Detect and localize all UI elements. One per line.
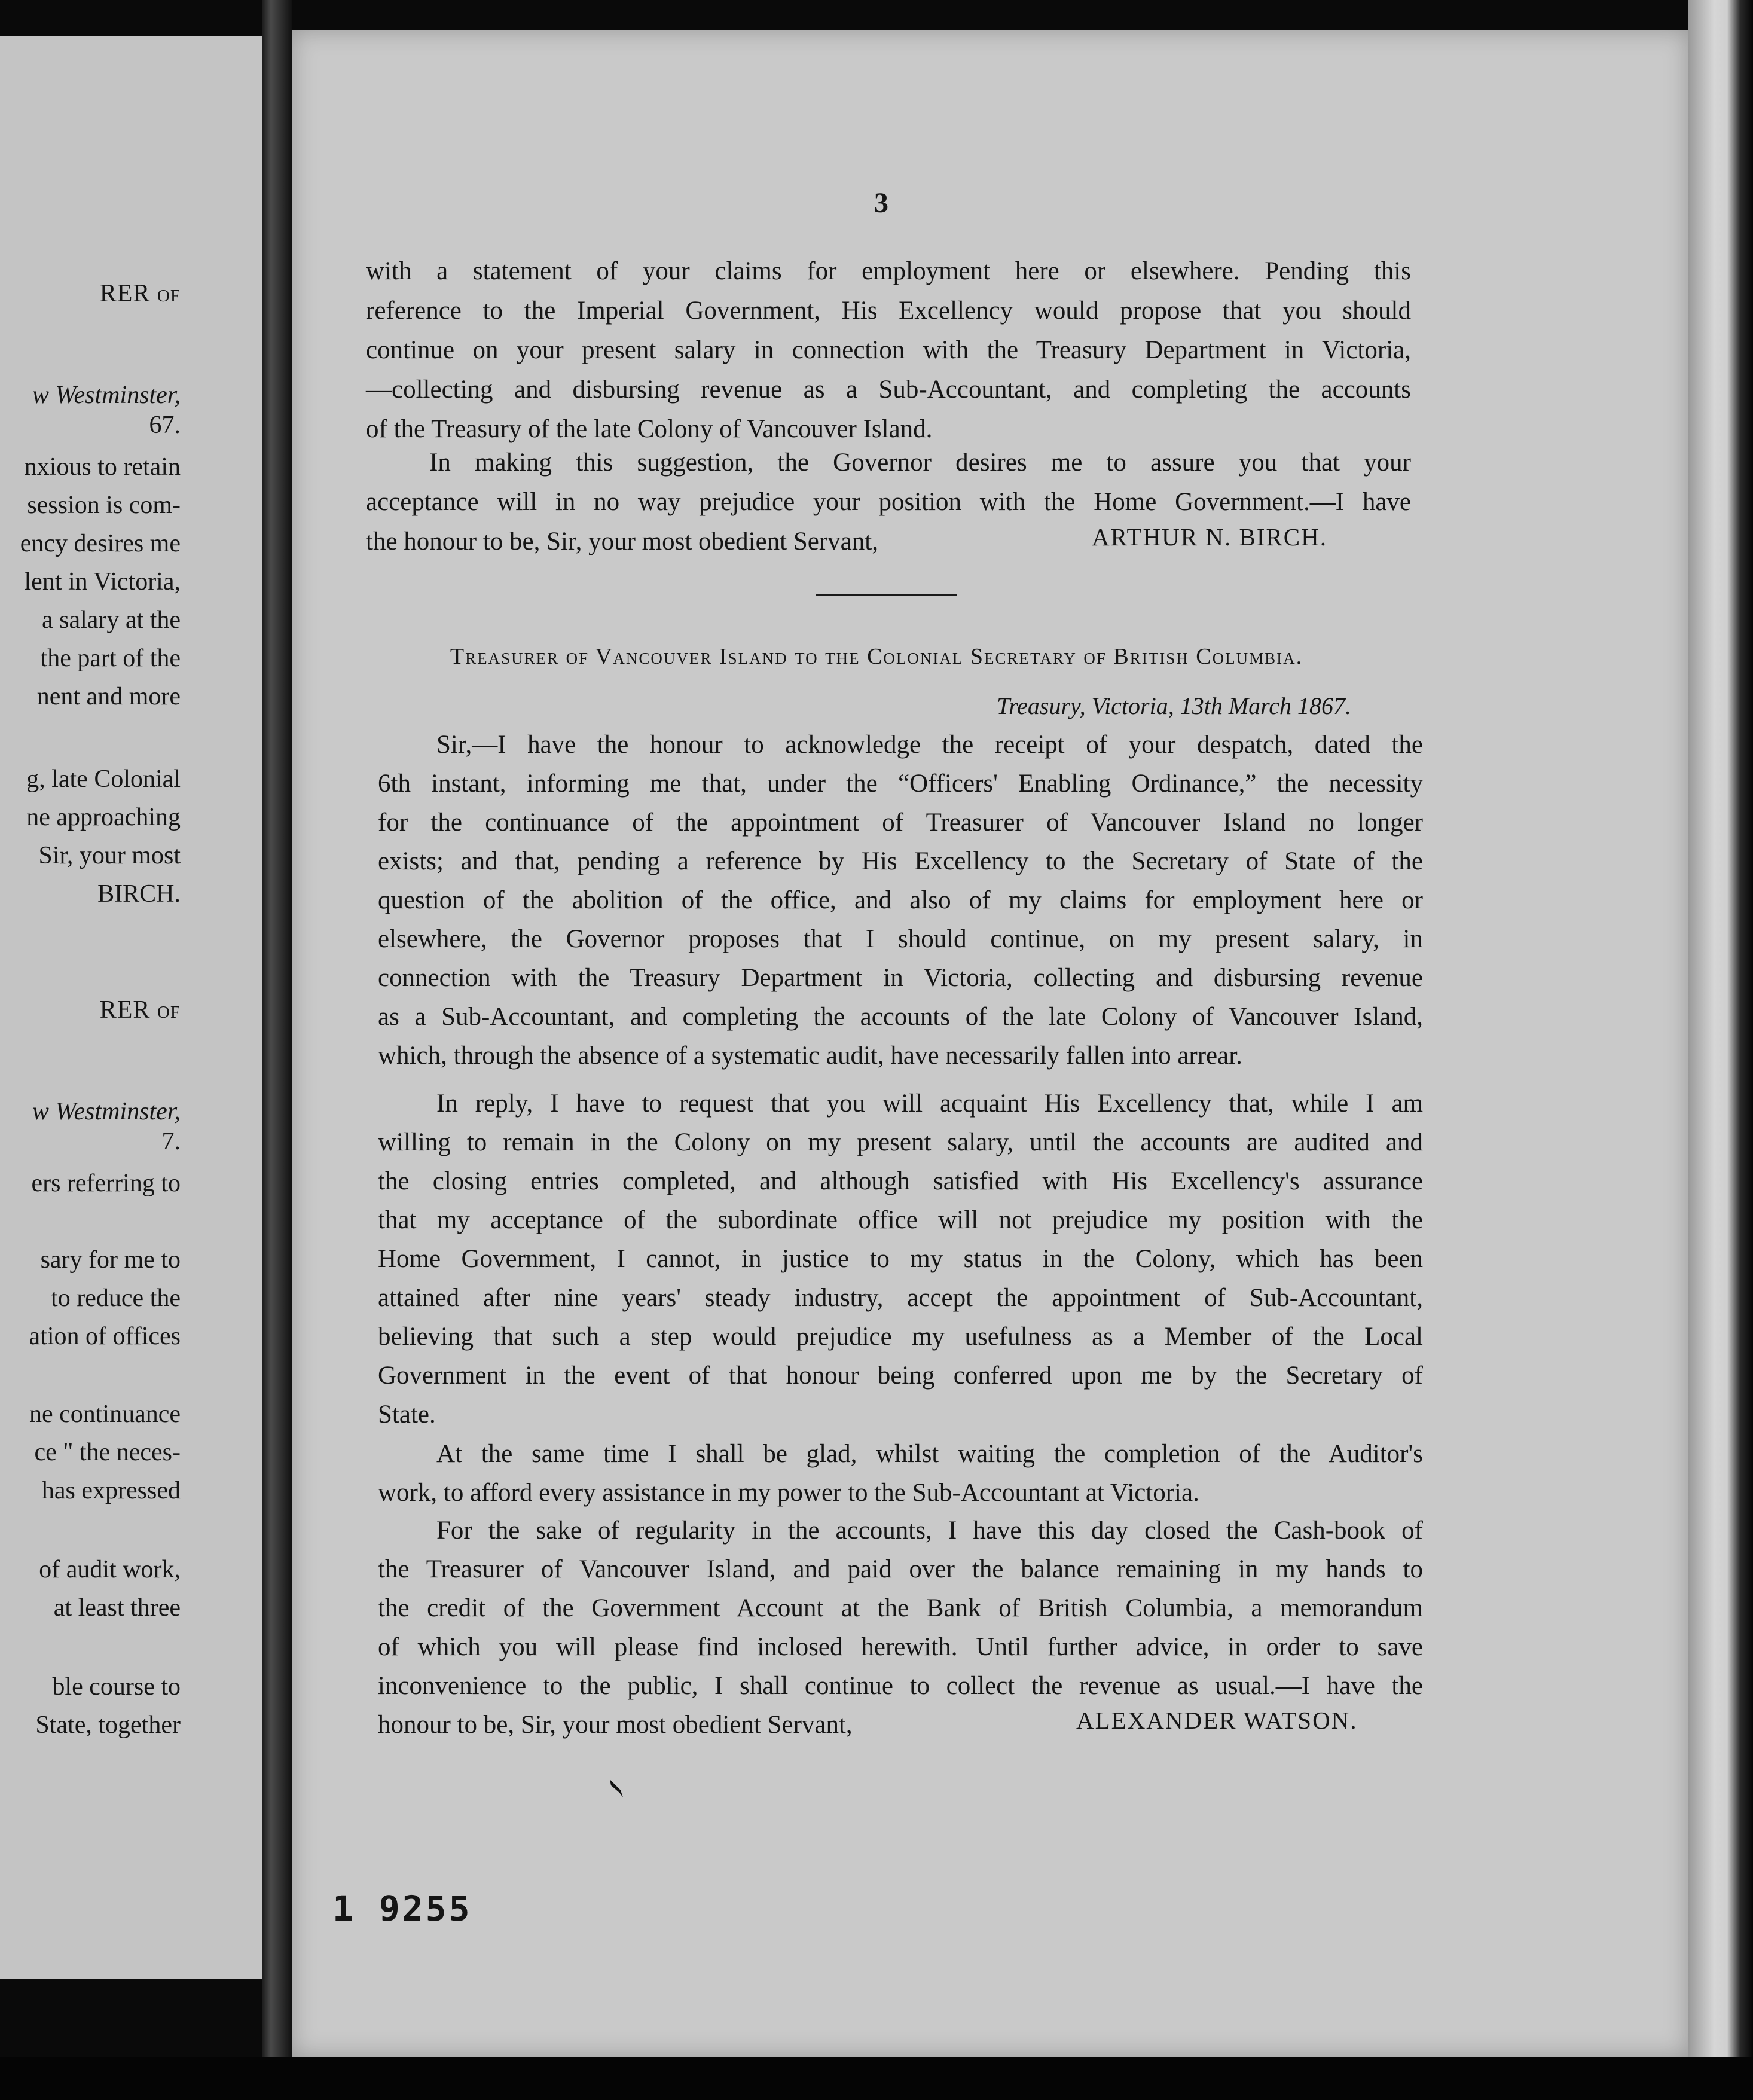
left-page-line: Sir, your most: [38, 842, 181, 869]
stamp-number: 1 9255: [332, 1888, 472, 1929]
left-page-line: RER of: [99, 996, 181, 1024]
text-line: For the sake of regularity in the accounts, I have this day closed the Cash-book of: [436, 1516, 1423, 1545]
stray-ink-mark: [607, 1777, 631, 1801]
text-line: In making this suggestion, the Governor desires me to assure you that your: [429, 448, 1411, 477]
left-page-line: ne continuance: [29, 1400, 181, 1428]
text-line: as a Sub-Accountant, and completing the accounts of the late Colony of Vancouver Island,: [378, 1003, 1423, 1031]
left-page-line: State, together: [35, 1711, 181, 1739]
text-line: —collecting and disbursing revenue as a Sub-Accountant, and completing the accounts: [366, 376, 1411, 404]
text-line: work, to afford every assistance in my power to the Sub-Accountant at Victoria.: [378, 1479, 1199, 1507]
text-line: with a statement of your claims for employment here or elsewhere. Pending this: [366, 257, 1411, 285]
text-line: acceptance will in no way prejudice your position with the Home Government.—I have: [366, 488, 1411, 516]
text-line: reference to the Imperial Government, His Excellency would propose that you should: [366, 297, 1411, 325]
left-page-line: has expressed: [41, 1477, 181, 1504]
text-line: the honour to be, Sir, your most obedient Servant,: [366, 527, 878, 555]
text-line: believing that such a step would prejudice my usefulness as a Member of the Local: [378, 1323, 1423, 1351]
text-line: honour to be, Sir, your most obedient Servant,: [378, 1711, 853, 1739]
left-page-line: a salary at the: [41, 606, 181, 634]
left-page-line: at least three: [53, 1594, 181, 1622]
left-page-line: g, late Colonial: [26, 765, 181, 793]
left-page-line: ers referring to: [31, 1170, 181, 1197]
text-line: continue on your present salary in connection with the Treasury Department in Victoria,: [366, 336, 1411, 364]
left-page-line: nent and more: [36, 683, 181, 710]
page-edge: [1688, 0, 1753, 2100]
text-line: In reply, I have to request that you will acquaint His Excellency that, while I am: [436, 1089, 1423, 1118]
text-line: of which you will please find inclosed herewith. Until further advice, in order to save: [378, 1633, 1423, 1661]
text-line: the closing entries completed, and although satisfied with His Excellency's assurance: [378, 1167, 1423, 1195]
left-page-line: to reduce the: [51, 1284, 181, 1312]
text-line: inconvenience to the public, I shall continue to collect the revenue as usual.—I have the: [378, 1672, 1423, 1700]
signature-alexander-watson: ALEXANDER WATSON.: [1076, 1707, 1358, 1734]
text-line: the Treasurer of Vancouver Island, and paid over the balance remaining in my hands to: [378, 1555, 1423, 1583]
left-page-line: 67.: [149, 411, 181, 439]
scan-border: [0, 2057, 1753, 2100]
left-page-line: w Westminster,: [32, 381, 181, 409]
text-line: of the Treasury of the late Colony of Vancouver Island.: [366, 415, 933, 443]
left-page-line: of audit work,: [39, 1556, 181, 1583]
text-line: Home Government, I cannot, in justice to my status in the Colony, which has been: [378, 1245, 1423, 1273]
left-facing-page: [0, 36, 262, 1979]
letter-heading: Treasurer of Vancouver Island to the Colonial Secretary of British Columbia.: [450, 644, 1303, 669]
left-page-line: session is com-: [27, 492, 181, 519]
left-page-line: BIRCH.: [97, 880, 181, 908]
left-page-line: ency desires me: [20, 530, 181, 557]
text-line: for the continuance of the appointment of Treasurer of Vancouver Island no longer: [378, 808, 1423, 837]
text-line: At the same time I shall be glad, whilst waiting the completion of the Auditor's: [436, 1440, 1423, 1468]
text-line: willing to remain in the Colony on my present salary, until the accounts are audited and: [378, 1128, 1423, 1156]
text-line: Sir,—I have the honour to acknowledge the receipt of your despatch, dated the: [436, 731, 1423, 759]
section-divider: [816, 594, 957, 596]
left-page-line: ce " the neces-: [34, 1439, 181, 1466]
text-line: attained after nine years' steady industry, accept the appointment of Sub-Accountant,: [378, 1284, 1423, 1312]
left-page-line: sary for me to: [40, 1246, 181, 1274]
left-page-line: lent in Victoria,: [24, 568, 181, 596]
left-page-line: 7.: [161, 1128, 181, 1155]
text-line: 6th instant, informing me that, under the “Officers' Enabling Ordinance,” the necessity: [378, 770, 1423, 798]
text-line: elsewhere, the Governor proposes that I should continue, on my present salary, in: [378, 925, 1423, 953]
book-spine: [262, 0, 292, 2100]
page-number: 3: [874, 187, 888, 219]
text-line: State.: [378, 1400, 436, 1429]
text-line: which, through the absence of a systematic audit, have necessarily fallen into arrear.: [378, 1042, 1242, 1070]
text-line: exists; and that, pending a reference by His Excellency to the Secretary of State of the: [378, 847, 1423, 875]
left-page-line: nxious to retain: [24, 453, 181, 481]
text-line: connection with the Treasury Department in Victoria, collecting and disbursing revenue: [378, 964, 1423, 992]
left-page-line: w Westminster,: [32, 1098, 181, 1125]
text-line: question of the abolition of the office, and also of my claims for employment here or: [378, 886, 1423, 914]
letter-dateline: Treasury, Victoria, 13th March 1867.: [997, 692, 1351, 719]
signature-arthur-birch: ARTHUR N. BIRCH.: [1092, 523, 1328, 551]
left-page-line: the part of the: [40, 645, 181, 672]
left-page-line: ation of offices: [29, 1323, 181, 1350]
text-line: the credit of the Government Account at the Bank of British Columbia, a memorandum: [378, 1594, 1423, 1622]
left-page-line: ble course to: [52, 1673, 181, 1701]
text-line: that my acceptance of the subordinate office will not prejudice my position with the: [378, 1206, 1423, 1234]
left-page-line: ne approaching: [26, 804, 181, 831]
text-line: Government in the event of that honour being conferred upon me by the Secretary of: [378, 1362, 1423, 1390]
left-page-line: RER of: [99, 280, 181, 307]
